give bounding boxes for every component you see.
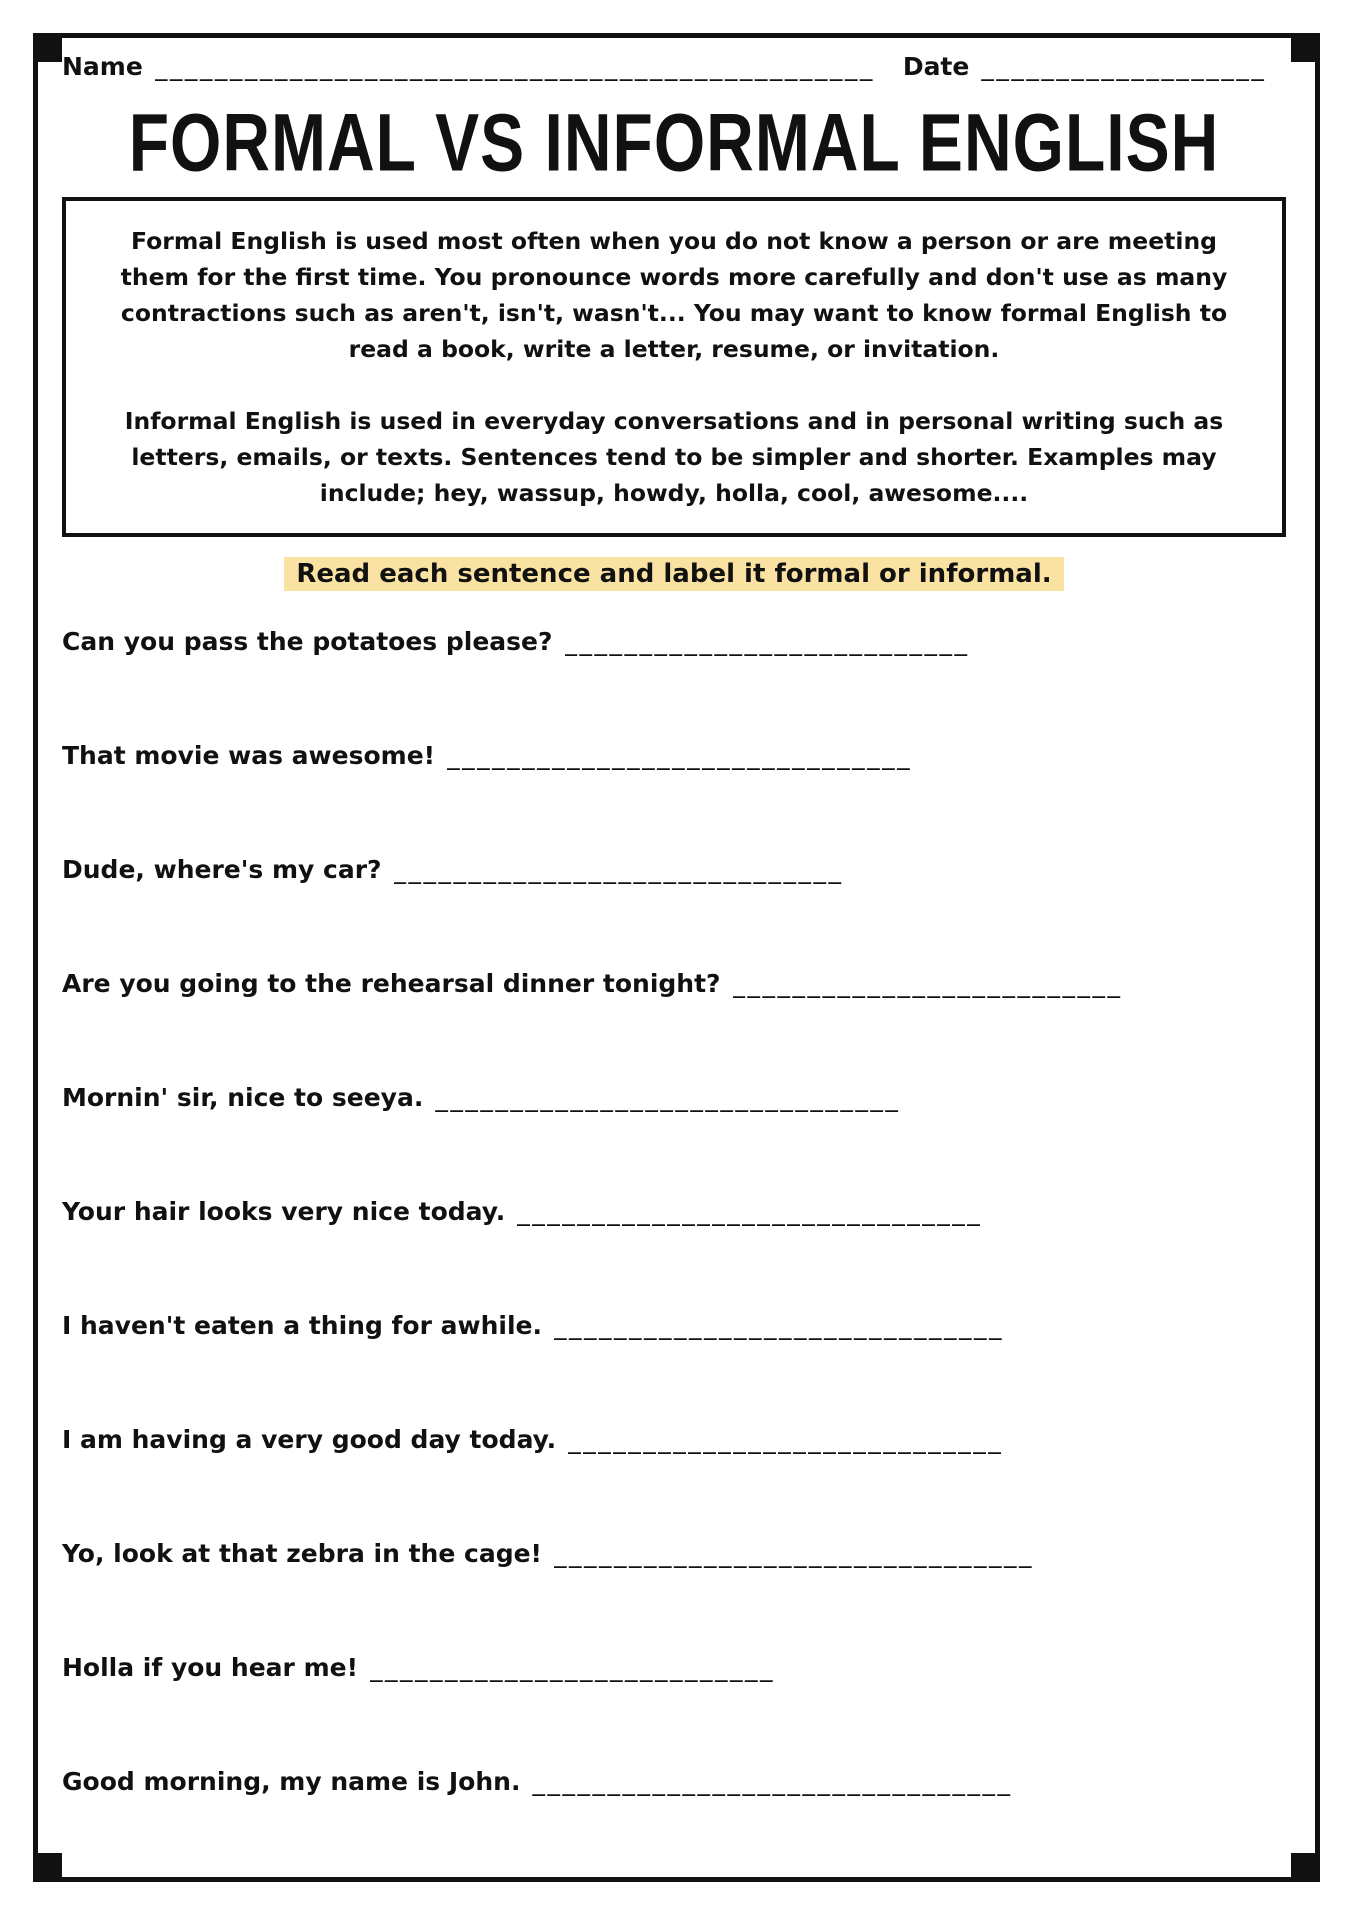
sentence-text: That movie was awesome!: [62, 741, 436, 770]
corner-square-bottom-left: [36, 1853, 62, 1879]
name-blank-field[interactable]: ________________________________________________: [154, 52, 875, 81]
answer-blank[interactable]: ______________________________: [554, 1311, 1004, 1340]
sentence-row: [62, 855, 1286, 969]
sentence-row: [62, 1425, 1286, 1539]
answer-blank[interactable]: ________________________________: [532, 1767, 1013, 1796]
sentence-text: I am having a very good day today.: [62, 1425, 557, 1454]
sentence-text: Are you going to the rehearsal dinner tonight?: [62, 969, 721, 998]
sentence-text: Dude, where's my car?: [62, 855, 382, 884]
sentence-row: [62, 741, 1286, 855]
answer-blank[interactable]: _______________________________: [435, 1083, 901, 1112]
corner-square-top-right: [1291, 36, 1317, 62]
formal-english-paragraph: Formal English is used most often when you do not know a person or are meeting them for the first time. You pronounce words more carefully and don't use as many contractions such as aren't, isn't, wasn't... You may want to know formal English to read a book, write a letter, resume, or invitation.: [120, 227, 1228, 363]
sentence-row: [62, 1539, 1286, 1653]
page-title: FORMAL VS INFORMAL ENGLISH: [128, 96, 1220, 188]
answer-blank[interactable]: ________________________________: [553, 1539, 1034, 1568]
sentence-text: Holla if you hear me!: [62, 1653, 358, 1682]
name-date-row: [62, 52, 1286, 81]
sentence-row: [62, 1197, 1286, 1311]
instruction-row: [62, 557, 1286, 591]
answer-blank[interactable]: _______________________________: [447, 741, 913, 770]
sentence-row: [62, 1083, 1286, 1197]
instruction-highlight: Read each sentence and label it formal or informal.: [284, 557, 1063, 591]
answer-blank[interactable]: ___________________________: [370, 1653, 775, 1682]
informal-english-paragraph: Informal English is used in everyday conversations and in personal writing such as letters, emails, or texts. Sentences tend to be simpler and shorter. Examples may include; hey, wassup, howdy, holla, cool, awesome....: [124, 407, 1224, 507]
name-label: Name: [62, 52, 143, 81]
date-label: Date: [902, 52, 970, 81]
sentence-row: [62, 1653, 1286, 1767]
corner-square-top-left: [36, 36, 62, 62]
sentence-text: Good morning, my name is John.: [62, 1767, 521, 1796]
sentence-text: Mornin' sir, nice to seeya.: [62, 1083, 424, 1112]
sentence-row: [62, 969, 1286, 1083]
date-blank-field[interactable]: ___________________: [981, 52, 1267, 81]
sentence-row: [62, 627, 1286, 741]
sentence-text: Your hair looks very nice today.: [62, 1197, 506, 1226]
sentence-row: [62, 1767, 1286, 1881]
answer-blank[interactable]: ______________________________: [393, 855, 844, 884]
sentence-text: I haven't eaten a thing for awhile.: [62, 1311, 542, 1340]
sentence-text: Yo, look at that zebra in the cage!: [62, 1539, 542, 1568]
answer-blank[interactable]: __________________________: [732, 969, 1123, 998]
sentence-row: [62, 1311, 1286, 1425]
answer-blank[interactable]: _____________________________: [568, 1425, 1004, 1454]
date-group: [903, 52, 1267, 81]
sentence-list: [62, 627, 1286, 1881]
sentence-text: Can you pass the potatoes please?: [62, 627, 553, 656]
worksheet-content: [62, 52, 1286, 1881]
answer-blank[interactable]: ___________________________: [564, 627, 970, 656]
corner-square-bottom-right: [1291, 1853, 1317, 1879]
intro-definition-box: [62, 197, 1286, 537]
answer-blank[interactable]: _______________________________: [517, 1197, 983, 1226]
